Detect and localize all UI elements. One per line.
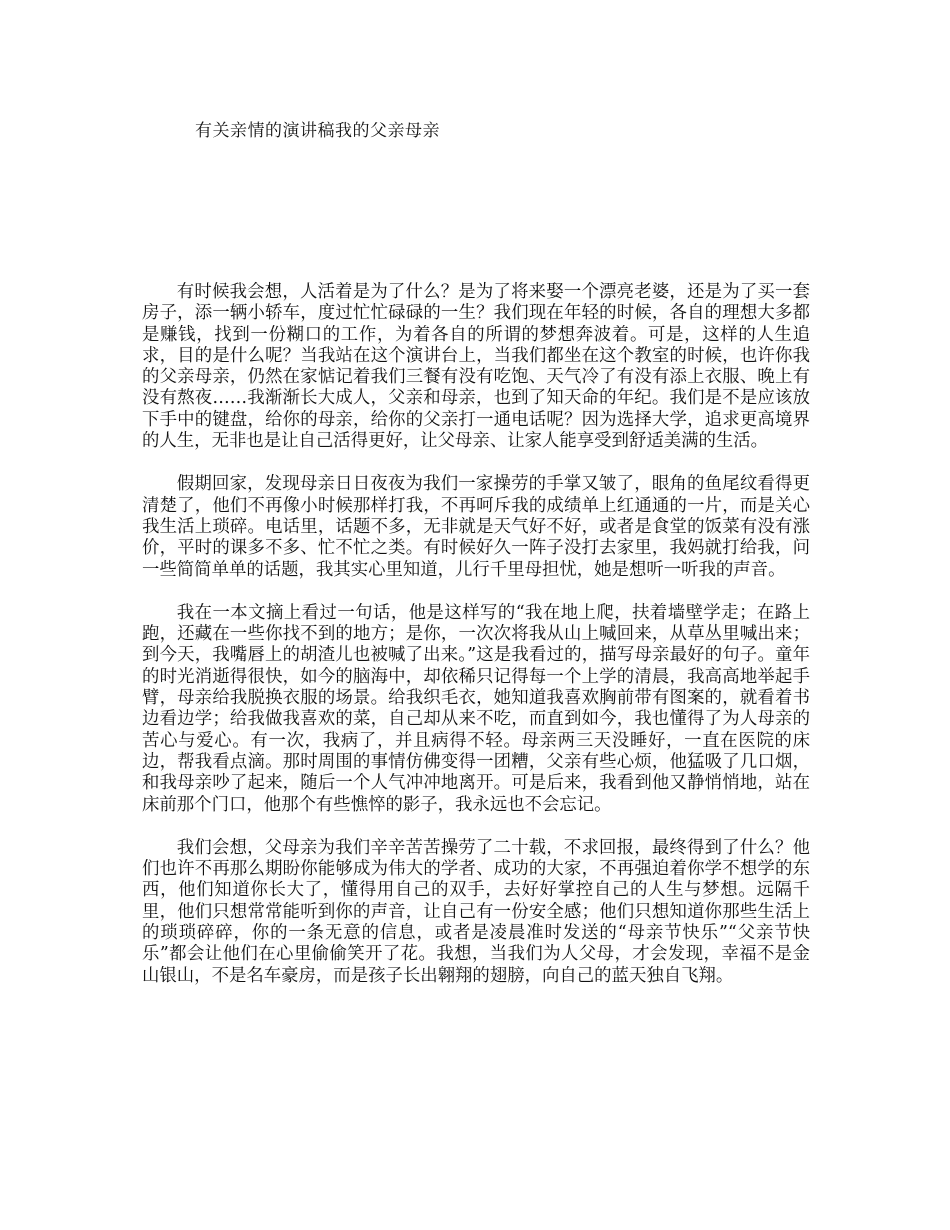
document-title: 有关亲情的演讲稿我的父亲母亲 — [195, 121, 440, 141]
paragraph-2: 假期回家，发现母亲日日夜夜为我们一家操劳的手掌又皱了，眼角的鱼尾纹看得更清楚了，他们不再像小时候那样打我，不再呵斥我的成绩单上红通通的一片，而是关心我生活上琐碎。电话里，话题不多，无非就是天气好不好，或者是食堂的饭菜有没有涨价，平时的课多不多、忙不忙之类。有时候好久一阵子没打去家里，我妈就打给我，问一些简简单单的话题，我其实心里知道，儿行千里母担忧，她是想听一听我的声音。 — [142, 474, 810, 580]
document-body — [142, 282, 810, 1009]
paragraph-3: 我在一本文摘上看过一句话，他是这样写的“我在地上爬，扶着墙壁学走；在路上跑，还藏在一些你找不到的地方；是你，一次次将我从山上喊回来，从草丛里喊出来；到今天，我嘴唇上的胡渣儿也被喊了出来。”这是我看过的，描写母亲最好的句子。童年的时光消逝得很快，如今的脑海中，却依稀只记得每一个上学的清晨，我高高地举起手臂，母亲给我脱换衣服的场景。给我织毛衣，她知道我喜欢胸前带有图案的，就看着书边看边学；给我做我喜欢的菜，自己却从来不吃，而直到如今，我也懂得了为人母亲的苦心与爱心。有一次，我病了，并且病得不轻。母亲两三天没睡好，一直在医院的床边，帮我看点滴。那时周围的事情仿佛变得一团糟，父亲有些心烦，他猛吸了几口烟，和我母亲吵了起来，随后一个人气冲冲地离开。可是后来，我看到他又静悄悄地，站在床前那个门口，他那个有些憔悴的影子，我永远也不会忘记。 — [142, 602, 810, 815]
paragraph-4: 我们会想，父母亲为我们辛辛苦苦操劳了二十载，不求回报，最终得到了什么？他们也许不再那么期盼你能够成为伟大的学者、成功的大家，不再强迫着你学不想学的东西，他们知道你长大了，懂得用自己的双手，去好好掌控自己的人生与梦想。远隔千里，他们只想常常能听到你的声音，让自己有一份安全感；他们只想知道你那些生活上的琐琐碎碎，你的一条无意的信息，或者是凌晨准时发送的“母亲节快乐”“父亲节快乐”都会让他们在心里偷偷笑开了花。我想，当我们为人父母，才会发现，幸福不是金山银山，不是名车豪房，而是孩子长出翱翔的翅膀，向自己的蓝天独自飞翔。 — [142, 837, 810, 986]
paragraph-1: 有时候我会想，人活着是为了什么？是为了将来娶一个漂亮老婆，还是为了买一套房子，添一辆小轿车，度过忙忙碌碌的一生？我们现在年轻的时候，各自的理想大多都是赚钱，找到一份糊口的工作，为着各自的所谓的梦想奔波着。可是，这样的人生追求，目的是什么呢？当我站在这个演讲台上，当我们都坐在这个教室的时候，也许你我的父亲母亲，仍然在家惦记着我们三餐有没有吃饱、天气冷了有没有添上衣服、晚上有没有熬夜……我渐渐长大成人，父亲和母亲，也到了知天命的年纪。我们是不是应该放下手中的键盘，给你的母亲，给你的父亲打一通电话呢？因为选择大学，追求更高境界的人生，无非也是让自己活得更好，让父母亲、让家人能享受到舒适美满的生活。 — [142, 282, 810, 452]
